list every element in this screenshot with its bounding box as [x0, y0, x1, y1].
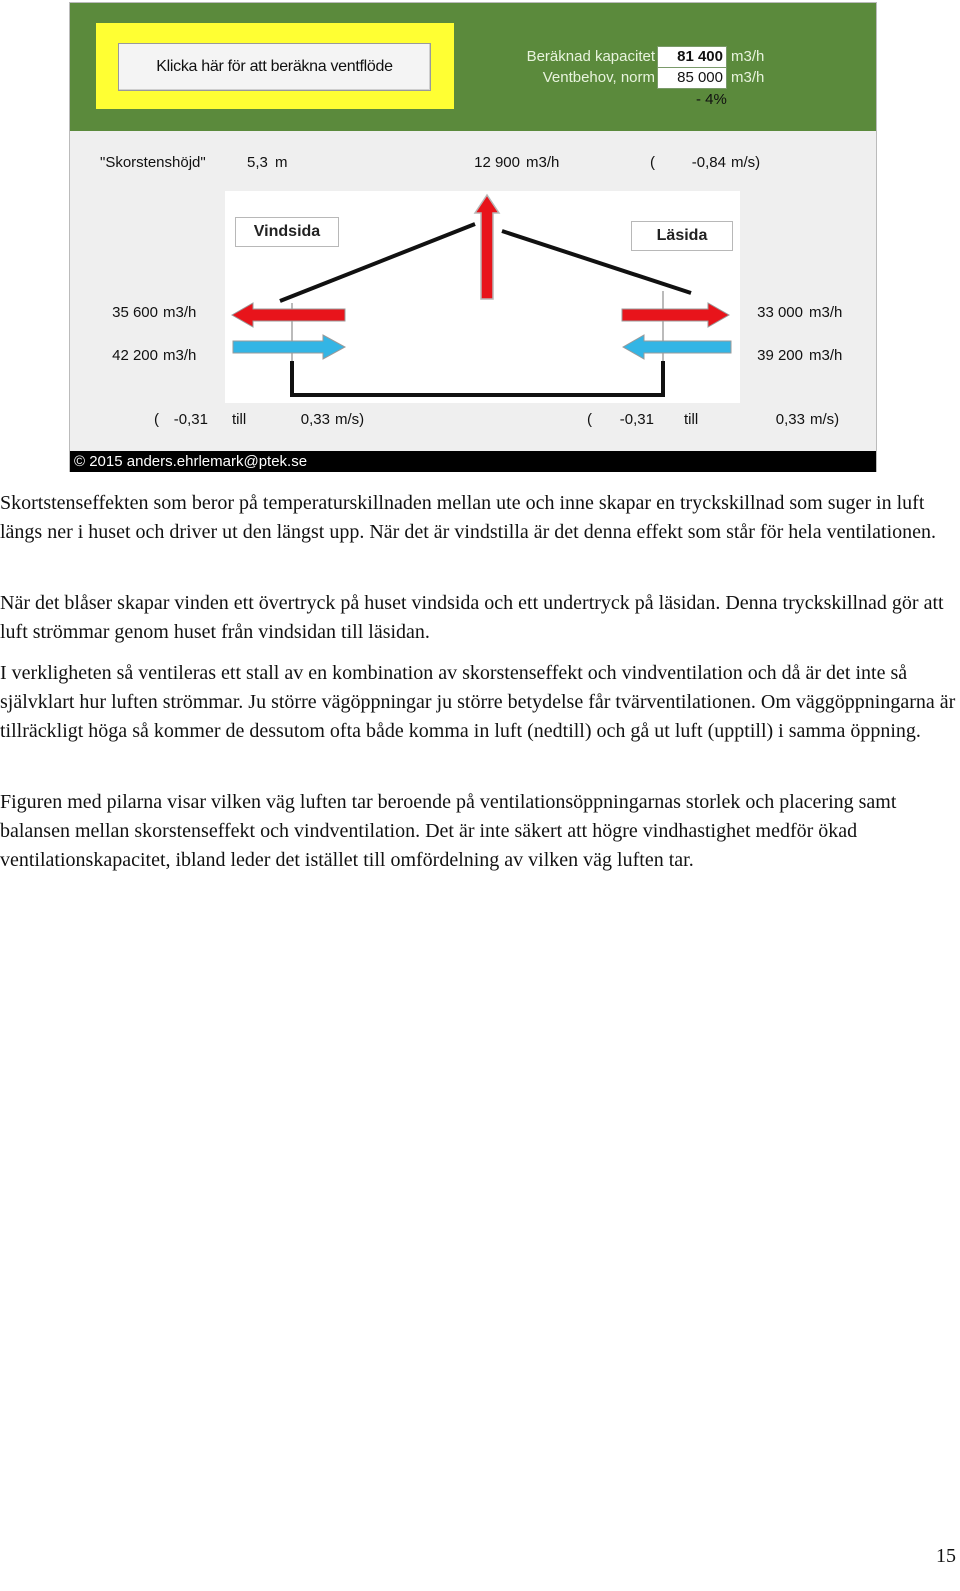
chimney-flow-unit: m3/h [526, 154, 560, 171]
left-range-max: 0,33 [300, 411, 330, 428]
page-number: 15 [936, 1545, 956, 1567]
walls-floor [292, 361, 663, 395]
left-arrow-blue-icon [233, 335, 345, 359]
capacity-unit: m3/h [731, 48, 765, 65]
left-inflow-unit: m3/h [163, 347, 197, 364]
windward-label: Vindsida [235, 217, 339, 247]
need-label: Ventbehov, norm [542, 69, 655, 86]
right-outflow-value: 33 000 [757, 304, 803, 321]
chimney-speed-open: ( [650, 154, 655, 171]
ventilation-calculator [69, 2, 877, 472]
left-outflow-value: 35 600 [112, 304, 158, 321]
paragraph-stack-effect: Skortstenseffekten som beror på temperaturskillnaden mellan ute och inne skapar en tryckskillnad som suger in luft längs ner i huset och driver ut den längst upp. När det är vindstilla är det denna effekt som står för hela ventilationen. [0, 492, 937, 543]
calc-button-frame [96, 23, 454, 109]
chimney-height-unit: m [275, 154, 288, 171]
paragraph-combination: I verkligheten så ventileras ett stall av en kombination av skorstenseffekt och vindventilation och då är det inte så självklart hur luften strömmar. Ju större vägöppningar ju större betydelse får tvärventilationen. Om väggöppningarna är tillräckligt höga så kommer de dessutom ofta både komma in luft (nedtill) och gå ut luft (upptill) i samma öppning. [0, 662, 956, 742]
need-value: 85 000 [657, 67, 727, 89]
right-inflow-value: 39 200 [757, 347, 803, 364]
left-range-open: ( [154, 411, 159, 428]
left-range-unit: m/s) [335, 411, 365, 428]
right-outflow-unit: m3/h [809, 304, 843, 321]
right-range-till: till [684, 411, 699, 428]
left-range-min: -0,31 [173, 411, 208, 428]
chimney-label: "Skorstenshöjd" [100, 154, 206, 171]
capacity-value: 81 400 [657, 46, 727, 68]
calculate-ventflow-button[interactable]: Klicka här för att beräkna ventflöde [118, 43, 431, 91]
chimney-flow: 12 900 [474, 154, 520, 171]
capacity-label: Beräknad kapacitet [526, 48, 655, 65]
left-inflow-value: 42 200 [112, 347, 158, 364]
right-range-max: 0,33 [775, 411, 805, 428]
capacity-difference: - 4% [696, 91, 727, 108]
leeward-label: Läsida [631, 221, 733, 251]
chimney-speed: -0,84 [691, 154, 726, 171]
need-unit: m3/h [731, 69, 765, 86]
right-arrow-red-icon [622, 303, 729, 327]
right-range-min: -0,31 [619, 411, 654, 428]
paragraph-wind-pressure: När det blåser skapar vinden ett övertryck på huset vindsida och ett undertryck på läsidan. Denna tryckskillnad gör att luft strömmar genom huset från vindsidan till läsidan. [0, 592, 944, 643]
result-header [70, 3, 876, 131]
right-arrow-blue-icon [623, 335, 731, 359]
left-range-till: till [232, 411, 247, 428]
right-inflow-unit: m3/h [809, 347, 843, 364]
up-arrow-red-icon [475, 195, 499, 299]
house-diagram [225, 191, 740, 403]
left-arrow-red-icon [232, 303, 345, 327]
chimney-speed-unit: m/s) [731, 154, 761, 171]
right-range-open: ( [587, 411, 592, 428]
chimney-height: 5,3 [247, 154, 268, 171]
right-range-unit: m/s) [810, 411, 840, 428]
paragraph-figure-explanation: Figuren med pilarna visar vilken väg luften tar beroende på ventilationsöppningarnas storlek och placering samt balansen mellan skorstenseffekt och vindventilation. Det är inte säkert att högre vindhastighet medför ökad ventilationskapacitet, ibland leder det istället till omfördelning av vilken väg luften tar. [0, 791, 897, 871]
left-outflow-unit: m3/h [163, 304, 197, 321]
copyright-bar: © 2015 anders.ehrlemark@ptek.se [70, 451, 876, 472]
